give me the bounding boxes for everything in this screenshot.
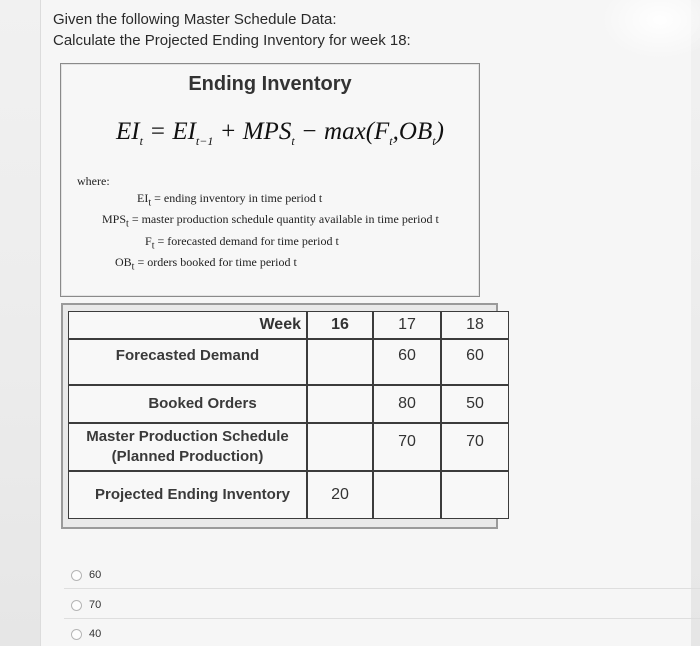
definition-ob	[115, 255, 297, 272]
mps-label-line2: (Planned Production)	[111, 448, 264, 465]
definition-mps	[102, 212, 439, 229]
eq-lhs: EI	[116, 118, 140, 145]
eq-rhs-2: + MPS	[219, 118, 292, 145]
definition-symbol: OB	[115, 255, 132, 269]
eq-rhs-1: = EI	[149, 118, 196, 145]
mps-label-line1: Master Production Schedule	[86, 427, 289, 445]
week-header-label: Week	[68, 311, 307, 339]
booked-week-17: 80	[373, 385, 441, 423]
light-glare	[600, 0, 700, 60]
mps-week-17: 70	[373, 423, 441, 471]
mps-week-18: 70	[441, 423, 509, 471]
row-label-booked-orders: Booked Orders	[68, 385, 307, 423]
week-18-header: 18	[441, 311, 509, 339]
eq-rhs-3: − max(F	[300, 118, 390, 145]
definition-symbol: EI	[137, 191, 149, 205]
radio-icon[interactable]	[71, 629, 82, 640]
radio-icon[interactable]	[71, 570, 82, 581]
row-label-forecasted-demand: Forecasted Demand	[68, 339, 307, 385]
forecast-week-16	[307, 339, 373, 385]
option-divider	[64, 588, 700, 589]
definition-symbol: F	[145, 234, 152, 248]
radio-icon[interactable]	[71, 600, 82, 611]
eq-rhs-4: ,OB	[392, 118, 433, 145]
where-label: where:	[77, 174, 110, 188]
definition-f	[145, 234, 339, 251]
definition-text: = ending inventory in time period t	[154, 191, 323, 205]
definition-ei	[137, 191, 322, 208]
ending-inventory-equation	[116, 118, 444, 149]
definition-text: = master production schedule quantity available in time period t	[131, 212, 439, 226]
definition-text: = forecasted demand for time period t	[157, 234, 339, 248]
mps-week-16	[307, 423, 373, 471]
answer-option-1[interactable]	[71, 569, 101, 581]
definition-text: = orders booked for time period t	[137, 255, 297, 269]
row-label-master-production-schedule	[68, 423, 307, 471]
definition-sub: t	[131, 261, 135, 273]
question-prompt-line1: Given the following Master Schedule Data:	[53, 11, 337, 28]
eq-rhs-1-sub: t−1	[195, 134, 214, 148]
option-divider	[64, 618, 700, 619]
week-17-header: 17	[373, 311, 441, 339]
eq-lhs-sub: t	[139, 134, 143, 148]
eq-rhs-2-sub: t	[291, 134, 295, 148]
projected-week-17[interactable]	[373, 471, 441, 519]
answer-option-label: 40	[89, 628, 102, 640]
row-label-projected-ending-inventory: Projected Ending Inventory	[68, 471, 307, 519]
answer-option-label: 70	[89, 599, 102, 611]
week-16-header: 16	[307, 311, 373, 339]
answer-option-label: 60	[89, 569, 102, 581]
projected-week-16: 20	[307, 471, 373, 519]
eq-rhs-4-sub: t	[432, 134, 436, 148]
definition-sub: t	[151, 240, 155, 252]
definition-sub: t	[126, 218, 129, 230]
booked-week-18: 50	[441, 385, 509, 423]
definition-sub: t	[148, 197, 152, 209]
booked-week-16	[307, 385, 373, 423]
projected-week-18[interactable]	[441, 471, 509, 519]
formula-title: Ending Inventory	[188, 73, 352, 95]
definition-symbol: MPS	[102, 212, 127, 226]
eq-rhs-3-sub: t	[389, 134, 393, 148]
answer-option-3[interactable]	[71, 628, 101, 640]
forecast-week-17: 60	[373, 339, 441, 385]
master-schedule-table	[61, 303, 498, 529]
forecast-week-18: 60	[441, 339, 509, 385]
eq-rhs-5: )	[435, 118, 444, 145]
answer-option-2[interactable]	[71, 599, 101, 611]
formula-box	[60, 63, 480, 297]
question-prompt-line2: Calculate the Projected Ending Inventory for week 18:	[53, 32, 411, 49]
